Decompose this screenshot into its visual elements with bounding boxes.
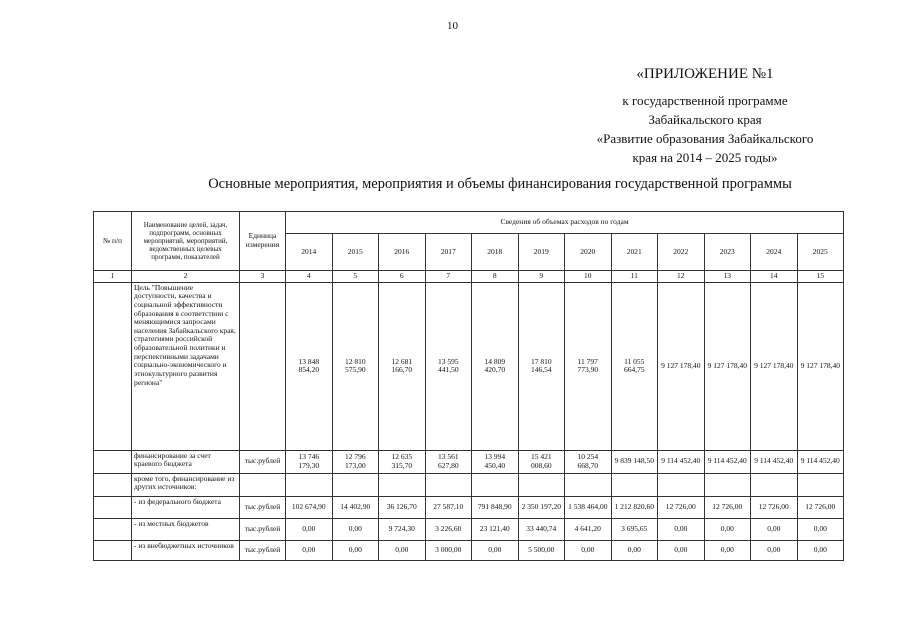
row-unit: тыс.рублей: [240, 518, 286, 540]
row-value: 27 587,10: [425, 496, 472, 518]
row-value: 12 796 173,00: [332, 450, 379, 473]
table-body: [94, 271, 844, 561]
row-value: 5 500,00: [518, 540, 565, 560]
row-value: 12 681 166,70: [379, 282, 426, 450]
row-value: 0,00: [286, 540, 333, 560]
appendix-line: «Развитие образования Забайкальского: [596, 130, 814, 146]
table-row: [94, 473, 844, 496]
table-header: [94, 212, 844, 271]
row-value: 12 726,00: [797, 496, 844, 518]
row-num: [94, 518, 132, 540]
row-value: 791 848,90: [472, 496, 519, 518]
column-number: 1: [94, 271, 132, 283]
row-value: 13 595 441,50: [425, 282, 472, 450]
row-name: финансирование за счет краевого бюджета: [132, 450, 240, 473]
header-year: 2017: [425, 234, 472, 271]
column-number: 15: [797, 271, 844, 283]
row-value: 36 126,70: [379, 496, 426, 518]
row-value: 102 674,90: [286, 496, 333, 518]
row-value: 3 226,60: [425, 518, 472, 540]
header-num: № п/п: [94, 212, 132, 271]
row-value: 13 848 854,20: [286, 282, 333, 450]
row-name: кроме того, финансирование из других источников:: [132, 473, 240, 496]
row-value: 9 127 178,40: [751, 282, 798, 450]
row-value: 17 810 146,54: [518, 282, 565, 450]
header-year: 2023: [704, 234, 751, 271]
row-value: 9 127 178,40: [658, 282, 705, 450]
column-number: 11: [611, 271, 658, 283]
page-number: 10: [447, 20, 458, 32]
column-number: 2: [132, 271, 240, 283]
row-value: 0,00: [704, 518, 751, 540]
row-value: 15 421 008,60: [518, 450, 565, 473]
row-value: 0,00: [332, 518, 379, 540]
financing-table: [93, 211, 844, 561]
row-value: 0,00: [472, 540, 519, 560]
row-value: [286, 473, 333, 496]
row-unit: тыс.рублей: [240, 540, 286, 560]
row-value: 0,00: [704, 540, 751, 560]
row-value: 12 726,00: [658, 496, 705, 518]
row-value: 12 810 575,90: [332, 282, 379, 450]
row-unit: тыс.рублей: [240, 496, 286, 518]
row-value: [332, 473, 379, 496]
row-name: - из федерального бюджета: [132, 496, 240, 518]
row-value: 11 797 773,90: [565, 282, 612, 450]
row-value: [472, 473, 519, 496]
row-value: 23 121,40: [472, 518, 519, 540]
column-number: 7: [425, 271, 472, 283]
table-row: [94, 496, 844, 518]
column-number: 5: [332, 271, 379, 283]
row-value: [658, 473, 705, 496]
row-num: [94, 282, 132, 450]
row-value: 12 726,00: [704, 496, 751, 518]
header-name: Наименование целей, задач, подпрограмм, основных мероприятий, мероприятий, ведомственных целевых программ, показателей: [132, 212, 240, 271]
header-unit: Единица измерения: [240, 212, 286, 271]
column-number: 4: [286, 271, 333, 283]
row-value: [704, 473, 751, 496]
row-value: [797, 473, 844, 496]
row-value: 9 114 452,40: [797, 450, 844, 473]
row-unit: [240, 473, 286, 496]
table-row: [94, 450, 844, 473]
column-number: 8: [472, 271, 519, 283]
row-value: [518, 473, 565, 496]
row-unit: тыс.рублей: [240, 450, 286, 473]
row-value: [379, 473, 426, 496]
column-number: 14: [751, 271, 798, 283]
column-number: 3: [240, 271, 286, 283]
row-value: 10 254 668,70: [565, 450, 612, 473]
header-year: 2021: [611, 234, 658, 271]
row-value: 3 695,65: [611, 518, 658, 540]
row-value: 33 440,74: [518, 518, 565, 540]
row-value: [565, 473, 612, 496]
row-num: [94, 496, 132, 518]
row-value: 14 809 420,70: [472, 282, 519, 450]
header-year: 2020: [565, 234, 612, 271]
column-number: 10: [565, 271, 612, 283]
row-value: 3 000,00: [425, 540, 472, 560]
header-year: 2025: [797, 234, 844, 271]
row-name: - из местных бюджетов: [132, 518, 240, 540]
row-value: 0,00: [797, 518, 844, 540]
row-value: 13 994 450,40: [472, 450, 519, 473]
table-row: [94, 518, 844, 540]
row-value: 11 055 664,75: [611, 282, 658, 450]
header-year: 2024: [751, 234, 798, 271]
row-unit: [240, 282, 286, 450]
row-value: [425, 473, 472, 496]
row-value: 4 641,20: [565, 518, 612, 540]
header-year: 2014: [286, 234, 333, 271]
column-number: 12: [658, 271, 705, 283]
appendix-title: «ПРИЛОЖЕНИЕ №1: [636, 66, 774, 82]
row-num: [94, 473, 132, 496]
row-value: 14 402,90: [332, 496, 379, 518]
row-value: 0,00: [332, 540, 379, 560]
row-value: 0,00: [565, 540, 612, 560]
table-row: [94, 540, 844, 560]
row-value: 0,00: [751, 540, 798, 560]
header-year: 2016: [379, 234, 426, 271]
row-value: 0,00: [286, 518, 333, 540]
header-year: 2022: [658, 234, 705, 271]
appendix-line: края на 2014 – 2025 годы»: [632, 149, 778, 165]
row-value: 0,00: [751, 518, 798, 540]
row-value: 9 114 452,40: [658, 450, 705, 473]
row-value: 2 350 197,20: [518, 496, 565, 518]
column-number: 9: [518, 271, 565, 283]
row-value: 0,00: [379, 540, 426, 560]
row-value: 9 724,30: [379, 518, 426, 540]
appendix-subtitle: [520, 92, 890, 167]
appendix-line: Забайкальского края: [648, 111, 762, 127]
row-value: 9 127 178,40: [704, 282, 751, 450]
row-name: - из внебюджетных источников: [132, 540, 240, 560]
row-value: 12 726,00: [751, 496, 798, 518]
row-value: 0,00: [658, 540, 705, 560]
row-value: 0,00: [611, 540, 658, 560]
row-value: 0,00: [797, 540, 844, 560]
header-year: 2015: [332, 234, 379, 271]
row-value: 13 746 179,30: [286, 450, 333, 473]
row-value: 9 114 452,40: [751, 450, 798, 473]
row-num: [94, 540, 132, 560]
row-value: [611, 473, 658, 496]
header-year: 2018: [472, 234, 519, 271]
appendix-line: к государственной программе: [622, 93, 788, 108]
row-value: 1 212 820,60: [611, 496, 658, 518]
row-value: 0,00: [658, 518, 705, 540]
document-title: Основные мероприятия, мероприятия и объемы финансирования государственной программы: [208, 176, 792, 192]
row-value: 9 127 178,40: [797, 282, 844, 450]
row-value: 12 635 315,70: [379, 450, 426, 473]
row-name: Цель "Повышение доступности, качества и социальной эффективности образования в соответствии с меняющимися запросами населения Забайкальского края, стратегиями российской образовательной политики и перспективными задачами социально-экономического и этнокультурного развития региона": [132, 282, 240, 450]
table-row: [94, 282, 844, 450]
column-number: 13: [704, 271, 751, 283]
header-year: 2019: [518, 234, 565, 271]
row-value: 13 561 627,80: [425, 450, 472, 473]
row-num: [94, 450, 132, 473]
header-spending: Сведения об объемах расходов по годам: [286, 212, 844, 234]
row-value: [751, 473, 798, 496]
row-value: 9 839 148,50: [611, 450, 658, 473]
row-value: 9 114 452,40: [704, 450, 751, 473]
column-numbers-row: [94, 271, 844, 283]
row-value: 1 538 464,00: [565, 496, 612, 518]
column-number: 6: [379, 271, 426, 283]
